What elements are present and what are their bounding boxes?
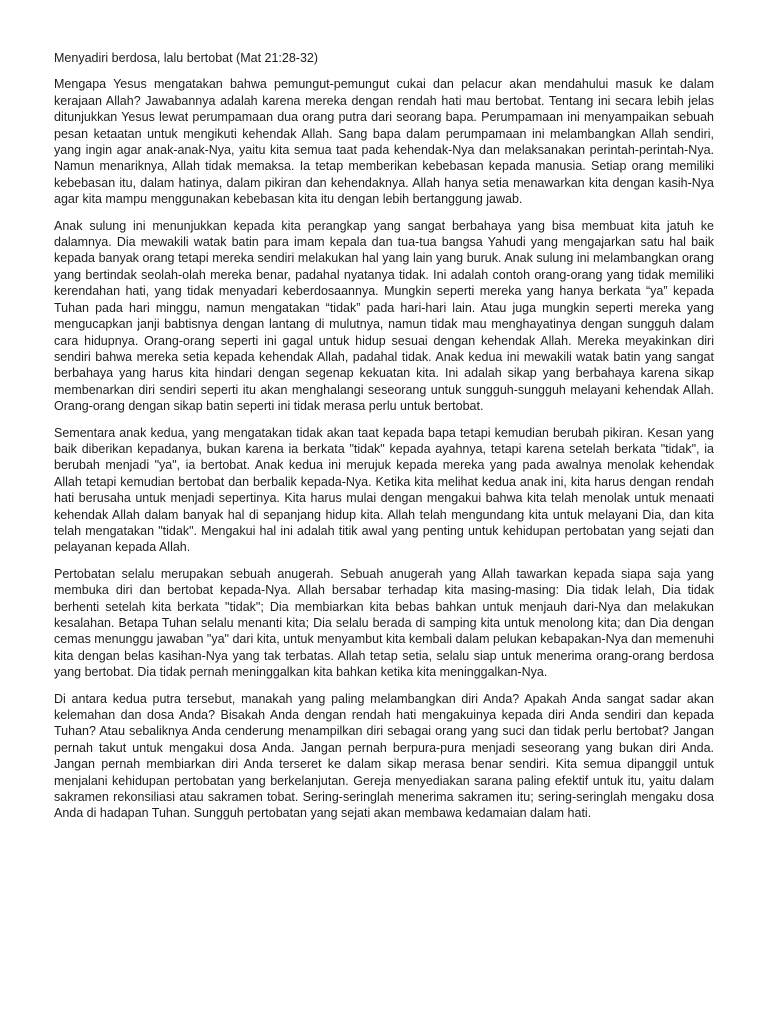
paragraph-5: Di antara kedua putra tersebut, manakah yang paling melambangkan diri Anda? Apakah Anda sangat sadar akan kelemahan dan dosa Anda? Bisakah Anda dengan rendah hati mengakuinya kepada diri Anda sendiri dan kepada Tuhan? Atau sebaliknya Anda cenderung menampilkan diri sebagai orang yang suci dan tidak perlu bertobat? Jangan pernah takut untuk mengakui dosa Anda. Jangan pernah berpura-pura menjadi seseorang yang bukan diri Anda. Jangan pernah membiarkan diri Anda terseret ke dalam sikap merasa benar sendiri. Kita semua dipanggil untuk menjalani kehidupan pertobatan yang berkelanjutan. Gereja menyediakan sarana paling efektif untuk itu, yaitu dalam sakramen rekonsiliasi atau sakramen tobat. Sering-seringlah menerima sakramen itu; sering-seringlah mengaku dosa Anda di hadapan Tuhan. Sungguh pertobatan yang sejati akan membawa kedamaian dalam hati. (54, 691, 714, 821)
document-title: Menyadiri berdosa, lalu bertobat (Mat 21:28-32) (54, 51, 319, 65)
paragraph-3: Sementara anak kedua, yang mengatakan tidak akan taat kepada bapa tetapi kemudian berubah pikiran. Kesan yang baik diberikan kepadanya, bukan karena ia berkata "tidak" kepada ayahnya, tetapi karena setelah berkata "tidak", ia berubah menjadi "ya", ia bertobat. Anak kedua ini merujuk kepada mereka yang pada awalnya menolak kehendak Allah tetapi kemudian bertobat dan berbalik kepada-Nya. Ketika kita melihat kedua anak ini, kita harus dengan rendah hati berusaha untuk menjadi sepertinya. Kita harus mulai dengan mengakui bahwa kita telah menolak untuk menaati kehendak Allah dalam banyak hal di sepanjang hidup kita. Allah telah mengundang kita untuk melayani Dia, dan kita telah mengatakan "tidak". Mengakui hal ini adalah titik awal yang penting untuk kehidupan pertobatan yang sejati dan pelayanan kepada Allah. (54, 425, 714, 555)
document-page (54, 50, 714, 832)
paragraph-4: Pertobatan selalu merupakan sebuah anugerah. Sebuah anugerah yang Allah tawarkan kepada siapa saja yang membuka diri dan bertobat kepada-Nya. Allah bersabar terhadap kita masing-masing: Dia tidak lelah, Dia tidak berhenti setelah kita berkata "tidak"; Dia membiarkan kita bebas bahkan untuk menjauh dari-Nya dan melakukan kesalahan. Betapa Tuhan selalu menanti kita; Dia selalu berada di samping kita untuk menolong kita; dan Dia dengan cemas menunggu jawaban "ya" dari kita, untuk menyambut kita kembali dalam pelukan kebapakan-Nya dan memenuhi kita dengan belas kasihan-Nya yang tak terbatas. Allah tetap setia, selalu siap untuk menerima orang-orang berdosa yang bertobat. Dia tidak pernah meninggalkan kita bahkan ketika kita meninggalkan-Nya. (54, 566, 714, 680)
paragraph-1: Mengapa Yesus mengatakan bahwa pemungut-pemungut cukai dan pelacur akan mendahului masuk ke dalam kerajaan Allah? Jawabannya adalah karena mereka dengan rendah hati mau bertobat. Tentang ini secara lebih jelas ditunjukkan Yesus lewat perumpamaan dua orang putra dari seorang bapa. Perumpamaan ini menyampaikan sebuah pesan ketaatan untuk mengikuti kehendak Allah. Sang bapa dalam perumpamaan ini melambangkan Allah sendiri, yang ingin agar anak-anak-Nya, yaitu kita semua taat pada kehendak-Nya dan melaksanakan perintah-perintah-Nya. Namun menariknya, Allah tidak memaksa. Ia tetap memberikan kebebasan kepada manusia. Setiap orang memiliki kebebasan itu, dalam hatinya, dalam pikiran dan kehendaknya. Allah hanya setia menawarkan kita dengan kasih-Nya agar kita mampu menggunakan kebebasan kita itu dengan lebih bertanggung jawab. (54, 77, 714, 207)
paragraph-2: Anak sulung ini menunjukkan kepada kita perangkap yang sangat berbahaya yang bisa membuat kita jatuh ke dalamnya. Dia mewakili watak batin para imam kepala dan tua-tua bangsa Yahudi yang mengajarkan satu hal baik kepada banyak orang tetapi mereka sendiri melakukan hal yang lain yang buruk. Anak sulung ini melambangkan orang yang bertindak seolah-olah mereka benar, padahal nyatanya tidak. Ini adalah contoh orang-orang yang tidak memiliki kerendahan hati, yang tidak menyadari keberdosaannya. Mungkin seperti mereka yang hanya berkata “ya” kepada Tuhan pada hari minggu, namun mengatakan “tidak” pada hari-hari lain. Atau juga mungkin seperti mereka yang mengucapkan janji babtisnya dengan lantang di mulutnya, namun tidak mau menghayatinya dengan sungguh dalam cara hidupnya. Orang-orang seperti ini gagal untuk hidup sesuai dengan kehendak Allah. Mereka meyakinkan diri sendiri bahwa mereka setia kepada kehendak Allah, padahal tidak. Anak kedua ini mewakili watak batin yang sangat berbahaya yang harus kita hindari dengan segenap kekuatan kita. Ini adalah sikap yang berbahaya karena sikap membenarkan diri sendiri seperti itu akan menghalangi seseorang untuk sungguh-sungguh melayani kehendak Allah. Orang-orang dengan sikap batin seperti ini tidak merasa perlu untuk bertobat. (54, 218, 714, 414)
